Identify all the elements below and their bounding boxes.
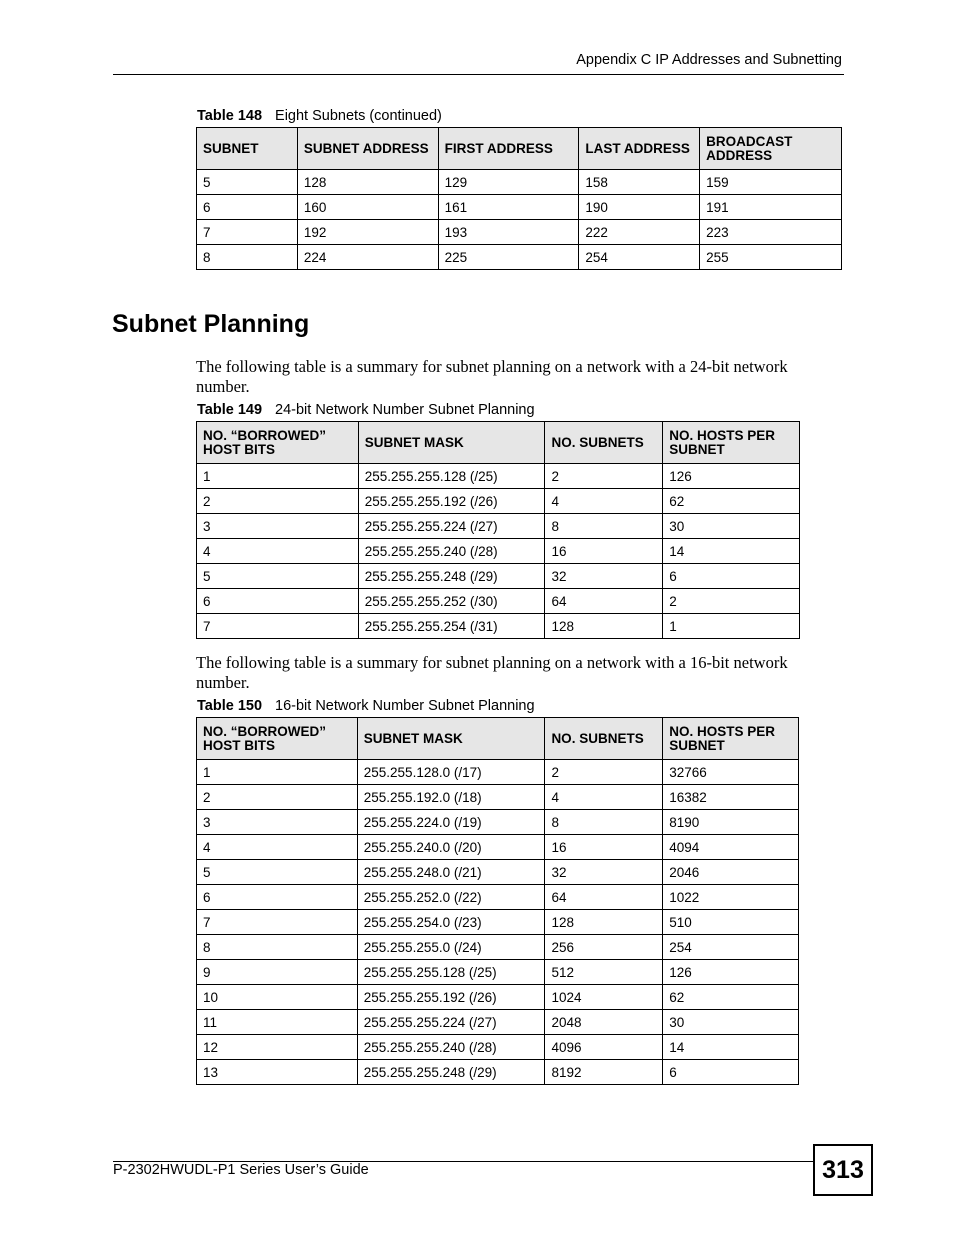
table-149-title: 24-bit Network Number Subnet Planning bbox=[275, 402, 535, 418]
table-cell: 2 bbox=[197, 489, 359, 514]
table-cell: 7 bbox=[197, 614, 359, 639]
table-cell: 223 bbox=[700, 220, 842, 245]
page-number: 313 bbox=[813, 1144, 873, 1196]
footer-guide-title: P-2302HWUDL-P1 Series User’s Guide bbox=[113, 1162, 369, 1178]
table-cell: 5 bbox=[197, 860, 358, 885]
table-row bbox=[197, 614, 800, 639]
table-cell: 16 bbox=[545, 835, 663, 860]
table-cell: 8 bbox=[197, 935, 358, 960]
column-header: NO. “BORROWED” HOST BITS bbox=[197, 718, 358, 760]
table-cell: 4096 bbox=[545, 1035, 663, 1060]
table-cell: 2 bbox=[663, 589, 800, 614]
running-header: Appendix C IP Addresses and Subnetting bbox=[576, 52, 842, 68]
paragraph-24bit: The following table is a summary for subnet planning on a network with a 24-bit network number. bbox=[196, 357, 788, 396]
table-row bbox=[197, 539, 800, 564]
table-row bbox=[197, 170, 842, 195]
column-header: LAST ADDRESS bbox=[579, 128, 700, 170]
table-row bbox=[197, 935, 799, 960]
table-cell: 128 bbox=[297, 170, 438, 195]
table-cell: 193 bbox=[438, 220, 579, 245]
table-cell: 128 bbox=[545, 910, 663, 935]
table-cell: 255 bbox=[700, 245, 842, 270]
table-cell: 255.255.255.192 (/26) bbox=[357, 985, 545, 1010]
table-148-title: Eight Subnets (continued) bbox=[275, 108, 442, 124]
table-cell: 160 bbox=[297, 195, 438, 220]
table-row bbox=[197, 1060, 799, 1085]
table-row bbox=[197, 564, 800, 589]
table-cell: 64 bbox=[545, 885, 663, 910]
table-row bbox=[197, 1035, 799, 1060]
column-header: NO. “BORROWED” HOST BITS bbox=[197, 422, 359, 464]
table-row bbox=[197, 860, 799, 885]
table-cell: 4 bbox=[197, 835, 358, 860]
table-cell: 30 bbox=[663, 1010, 799, 1035]
table-cell: 13 bbox=[197, 1060, 358, 1085]
table-cell: 4094 bbox=[663, 835, 799, 860]
table-cell: 4 bbox=[197, 539, 359, 564]
table-cell: 9 bbox=[197, 960, 358, 985]
table-cell: 255.255.255.254 (/31) bbox=[358, 614, 545, 639]
table-cell: 222 bbox=[579, 220, 700, 245]
table-cell: 8 bbox=[545, 514, 663, 539]
table-cell: 225 bbox=[438, 245, 579, 270]
table-cell: 255.255.255.224 (/27) bbox=[358, 514, 545, 539]
table-cell: 2 bbox=[545, 464, 663, 489]
table-cell: 129 bbox=[438, 170, 579, 195]
table-148 bbox=[196, 127, 842, 270]
table-cell: 254 bbox=[579, 245, 700, 270]
table-row bbox=[197, 195, 842, 220]
table-row bbox=[197, 885, 799, 910]
table-150-title: 16-bit Network Number Subnet Planning bbox=[275, 698, 535, 714]
table-cell: 254 bbox=[663, 935, 799, 960]
table-cell: 2046 bbox=[663, 860, 799, 885]
table-cell: 6 bbox=[663, 564, 800, 589]
table-cell: 3 bbox=[197, 810, 358, 835]
column-header: SUBNET ADDRESS bbox=[297, 128, 438, 170]
table-row bbox=[197, 245, 842, 270]
table-cell: 255.255.240.0 (/20) bbox=[357, 835, 545, 860]
table-148-label: Table 148 bbox=[197, 108, 263, 124]
table-cell: 16382 bbox=[663, 785, 799, 810]
table-cell: 255.255.192.0 (/18) bbox=[357, 785, 545, 810]
table-cell: 158 bbox=[579, 170, 700, 195]
table-cell: 510 bbox=[663, 910, 799, 935]
table-cell: 7 bbox=[197, 910, 358, 935]
table-cell: 512 bbox=[545, 960, 663, 985]
table-cell: 32 bbox=[545, 860, 663, 885]
table-cell: 32766 bbox=[663, 760, 799, 785]
table-cell: 255.255.255.224 (/27) bbox=[357, 1010, 545, 1035]
table-cell: 161 bbox=[438, 195, 579, 220]
table-cell: 2048 bbox=[545, 1010, 663, 1035]
table-cell: 16 bbox=[545, 539, 663, 564]
table-row bbox=[197, 464, 800, 489]
table-cell: 255.255.254.0 (/23) bbox=[357, 910, 545, 935]
table-cell: 190 bbox=[579, 195, 700, 220]
table-cell: 6 bbox=[197, 589, 359, 614]
table-row bbox=[197, 514, 800, 539]
table-cell: 5 bbox=[197, 564, 359, 589]
table-cell: 11 bbox=[197, 1010, 358, 1035]
column-header: FIRST ADDRESS bbox=[438, 128, 579, 170]
column-header: NO. SUBNETS bbox=[545, 718, 663, 760]
table-cell: 159 bbox=[700, 170, 842, 195]
table-cell: 255.255.255.240 (/28) bbox=[358, 539, 545, 564]
table-cell: 255.255.255.128 (/25) bbox=[358, 464, 545, 489]
column-header: SUBNET bbox=[197, 128, 298, 170]
table-150 bbox=[196, 717, 799, 1085]
table-cell: 7 bbox=[197, 220, 298, 245]
table-row bbox=[197, 810, 799, 835]
table-149-caption bbox=[197, 402, 535, 418]
table-cell: 4 bbox=[545, 489, 663, 514]
table-cell: 255.255.255.0 (/24) bbox=[357, 935, 545, 960]
paragraph-16bit: The following table is a summary for subnet planning on a network with a 16-bit network number. bbox=[196, 653, 788, 692]
table-cell: 255.255.248.0 (/21) bbox=[357, 860, 545, 885]
table-cell: 191 bbox=[700, 195, 842, 220]
table-cell: 8 bbox=[545, 810, 663, 835]
table-cell: 14 bbox=[663, 1035, 799, 1060]
table-cell: 2 bbox=[197, 785, 358, 810]
table-header-row bbox=[197, 128, 842, 170]
table-cell: 4 bbox=[545, 785, 663, 810]
table-cell: 255.255.255.248 (/29) bbox=[358, 564, 545, 589]
column-header: NO. HOSTS PER SUBNET bbox=[663, 422, 800, 464]
table-cell: 192 bbox=[297, 220, 438, 245]
table-cell: 32 bbox=[545, 564, 663, 589]
table-row bbox=[197, 910, 799, 935]
table-cell: 6 bbox=[197, 885, 358, 910]
table-cell: 128 bbox=[545, 614, 663, 639]
table-cell: 255.255.252.0 (/22) bbox=[357, 885, 545, 910]
table-cell: 64 bbox=[545, 589, 663, 614]
column-header: NO. SUBNETS bbox=[545, 422, 663, 464]
column-header: SUBNET MASK bbox=[358, 422, 545, 464]
table-cell: 255.255.255.248 (/29) bbox=[357, 1060, 545, 1085]
table-cell: 6 bbox=[197, 195, 298, 220]
table-cell: 62 bbox=[663, 489, 800, 514]
header-rule bbox=[113, 74, 844, 75]
table-cell: 1022 bbox=[663, 885, 799, 910]
table-row bbox=[197, 1010, 799, 1035]
table-cell: 255.255.224.0 (/19) bbox=[357, 810, 545, 835]
table-cell: 2 bbox=[545, 760, 663, 785]
table-149-label: Table 149 bbox=[197, 402, 263, 418]
table-149 bbox=[196, 421, 800, 639]
table-cell: 255.255.255.128 (/25) bbox=[357, 960, 545, 985]
table-cell: 12 bbox=[197, 1035, 358, 1060]
table-row bbox=[197, 835, 799, 860]
table-row bbox=[197, 960, 799, 985]
column-header: NO. HOSTS PER SUBNET bbox=[663, 718, 799, 760]
table-cell: 6 bbox=[663, 1060, 799, 1085]
table-cell: 1024 bbox=[545, 985, 663, 1010]
table-row bbox=[197, 589, 800, 614]
table-header-row bbox=[197, 718, 799, 760]
table-150-caption bbox=[197, 698, 535, 714]
table-header-row bbox=[197, 422, 800, 464]
table-cell: 30 bbox=[663, 514, 800, 539]
table-row bbox=[197, 489, 800, 514]
table-cell: 1 bbox=[197, 464, 359, 489]
table-cell: 255.255.128.0 (/17) bbox=[357, 760, 545, 785]
table-cell: 62 bbox=[663, 985, 799, 1010]
table-cell: 14 bbox=[663, 539, 800, 564]
table-row bbox=[197, 220, 842, 245]
table-cell: 126 bbox=[663, 960, 799, 985]
table-cell: 8190 bbox=[663, 810, 799, 835]
table-cell: 224 bbox=[297, 245, 438, 270]
table-cell: 255.255.255.240 (/28) bbox=[357, 1035, 545, 1060]
table-cell: 126 bbox=[663, 464, 800, 489]
column-header: SUBNET MASK bbox=[357, 718, 545, 760]
table-cell: 255.255.255.192 (/26) bbox=[358, 489, 545, 514]
table-cell: 1 bbox=[663, 614, 800, 639]
section-title: Subnet Planning bbox=[112, 310, 310, 338]
table-row bbox=[197, 760, 799, 785]
table-cell: 255.255.255.252 (/30) bbox=[358, 589, 545, 614]
table-cell: 8 bbox=[197, 245, 298, 270]
table-cell: 3 bbox=[197, 514, 359, 539]
table-cell: 5 bbox=[197, 170, 298, 195]
table-cell: 10 bbox=[197, 985, 358, 1010]
table-cell: 1 bbox=[197, 760, 358, 785]
table-row bbox=[197, 785, 799, 810]
table-cell: 256 bbox=[545, 935, 663, 960]
table-row bbox=[197, 985, 799, 1010]
table-150-label: Table 150 bbox=[197, 698, 263, 714]
column-header: BROADCAST ADDRESS bbox=[700, 128, 842, 170]
table-cell: 8192 bbox=[545, 1060, 663, 1085]
table-148-caption bbox=[197, 108, 442, 124]
